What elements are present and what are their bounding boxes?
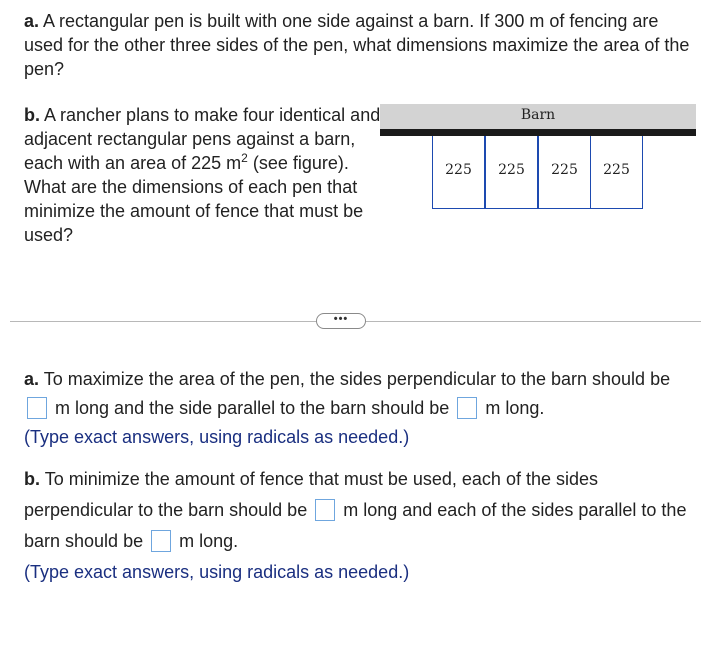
question-a-label: a. bbox=[24, 11, 40, 31]
pen-area-label: 225 bbox=[551, 162, 578, 178]
question-a-text: A rectangular pen is built with one side against a barn. If 300 m of fencing are used for the other three sides of the pen, what dimensions maximize the area of the pen? bbox=[24, 11, 690, 79]
question-b-text-post: (see figure). What are the dimensions of each pen that minimize the amount of fence that must be used? bbox=[24, 153, 364, 245]
answer-b-label: b. bbox=[24, 469, 40, 489]
answer-b-perpendicular-input[interactable] bbox=[315, 499, 335, 521]
barn-wall bbox=[380, 129, 696, 136]
answer-a-text-3: m long. bbox=[485, 398, 545, 418]
pen-area-label: 225 bbox=[603, 162, 630, 178]
pen-3 bbox=[538, 136, 591, 209]
answer-a-hint: (Type exact answers, using radicals as needed.) bbox=[24, 427, 410, 447]
answer-b-hint: (Type exact answers, using radicals as needed.) bbox=[24, 562, 410, 582]
question-a bbox=[24, 9, 694, 81]
answer-b-text-3: m long. bbox=[179, 531, 239, 551]
answer-b bbox=[24, 464, 694, 588]
question-b-text-pre: A rancher plans to make four identical and adjacent rectangular pens against a barn, each with an area of 225 m bbox=[24, 105, 381, 173]
pen-1 bbox=[432, 136, 485, 209]
pen-area-label: 225 bbox=[498, 162, 525, 178]
answer-a-label: a. bbox=[24, 369, 40, 389]
more-options-button[interactable]: ••• bbox=[316, 313, 366, 329]
question-b bbox=[24, 103, 384, 247]
answer-b-text-1: To minimize the amount of fence that must be used, each of the sides perpendicular to the barn should be bbox=[24, 469, 598, 520]
pen-4 bbox=[590, 136, 643, 209]
answer-a-text-1: To maximize the area of the pen, the sides perpendicular to the barn should be bbox=[43, 369, 671, 389]
pen-area-label: 225 bbox=[445, 162, 472, 178]
answer-a-parallel-input[interactable] bbox=[457, 397, 477, 419]
barn-label: Barn bbox=[520, 107, 556, 123]
answer-a-perpendicular-input[interactable] bbox=[27, 397, 47, 419]
question-b-label: b. bbox=[24, 105, 40, 125]
pen-2 bbox=[485, 136, 538, 209]
answer-b-parallel-input[interactable] bbox=[151, 530, 171, 552]
answer-b-text-2: m long and each of the sides parallel to the barn should be bbox=[24, 500, 687, 551]
answer-a-text-2: m long and the side parallel to the barn should be bbox=[55, 398, 450, 418]
answer-a bbox=[24, 365, 694, 452]
barn bbox=[380, 104, 696, 129]
area-superscript: 2 bbox=[241, 151, 248, 165]
